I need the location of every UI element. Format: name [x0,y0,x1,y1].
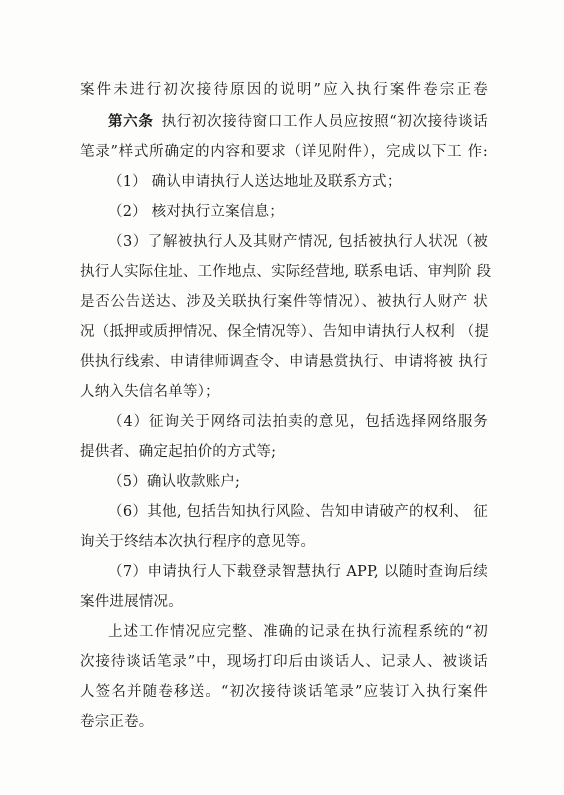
paragraph-line: 上述工作情况应完整、准确的记录在执行流程系统的“初 [108,624,488,640]
list-item: （7）申请执行人下载登录智慧执行 APP, 以随时查询后续 [108,564,488,580]
list-item: （3）了解被执行人及其财产情况, 包括被执行人状况（被 [108,234,488,250]
text-line: 况（抵押或质押情况、保全情况等）、告知申请执行人权利 （提 [80,324,490,340]
text-line: 人纳入失信名单等）； [80,384,220,400]
article-text: 执行初次接待窗口工作人员应按照“初次接待谈话 [161,114,489,130]
article-label: 第六条 [108,113,154,130]
text-line: 询关于终结本次执行程序的意见等。 [80,534,316,550]
list-item: （1） 确认申请执行人送达地址及联系方式； [108,174,402,190]
text-line: 执行人实际住址、工作地点、实际经营地, 联系电话、审判阶 段 [80,264,492,280]
text-line: 供执行线索、申请律师调查令、申请悬赏执行、申请将被 执行 [80,354,488,370]
article-heading-line [108,113,488,131]
list-item: （5）确认收款账户; [108,474,241,490]
text-line: 提供者、确定起拍价的方式等; [80,444,277,460]
text-line: 次接待谈话笔录”中，现场打印后由谈话人、记录人、被谈话 [80,654,488,670]
text-line: 笔录”样式所确定的内容和要求（详见附件），完成以下工 作: [80,144,488,160]
text-line: 案件未进行初次接待原因的说明”应入执行案件卷宗正卷 [80,82,488,98]
text-line: 卷宗正卷。 [80,714,154,730]
text-line: 人签名并随卷移送。“初次接待谈话笔录”应装订入执行案件 [80,684,488,700]
list-item: （6）其他, 包括告知执行风险、告知申请破产的权利、 征 [108,504,488,520]
text-line: 案件进展情况。 [80,594,183,610]
text-line: 是否公告送达、涉及关联执行案件等情况）、被执行人财产 状 [80,294,488,310]
list-item: （4）征询关于网络司法拍卖的意见，包括选择网络服务 [108,414,488,430]
list-item: （2） 核对执行立案信息； [108,204,284,220]
